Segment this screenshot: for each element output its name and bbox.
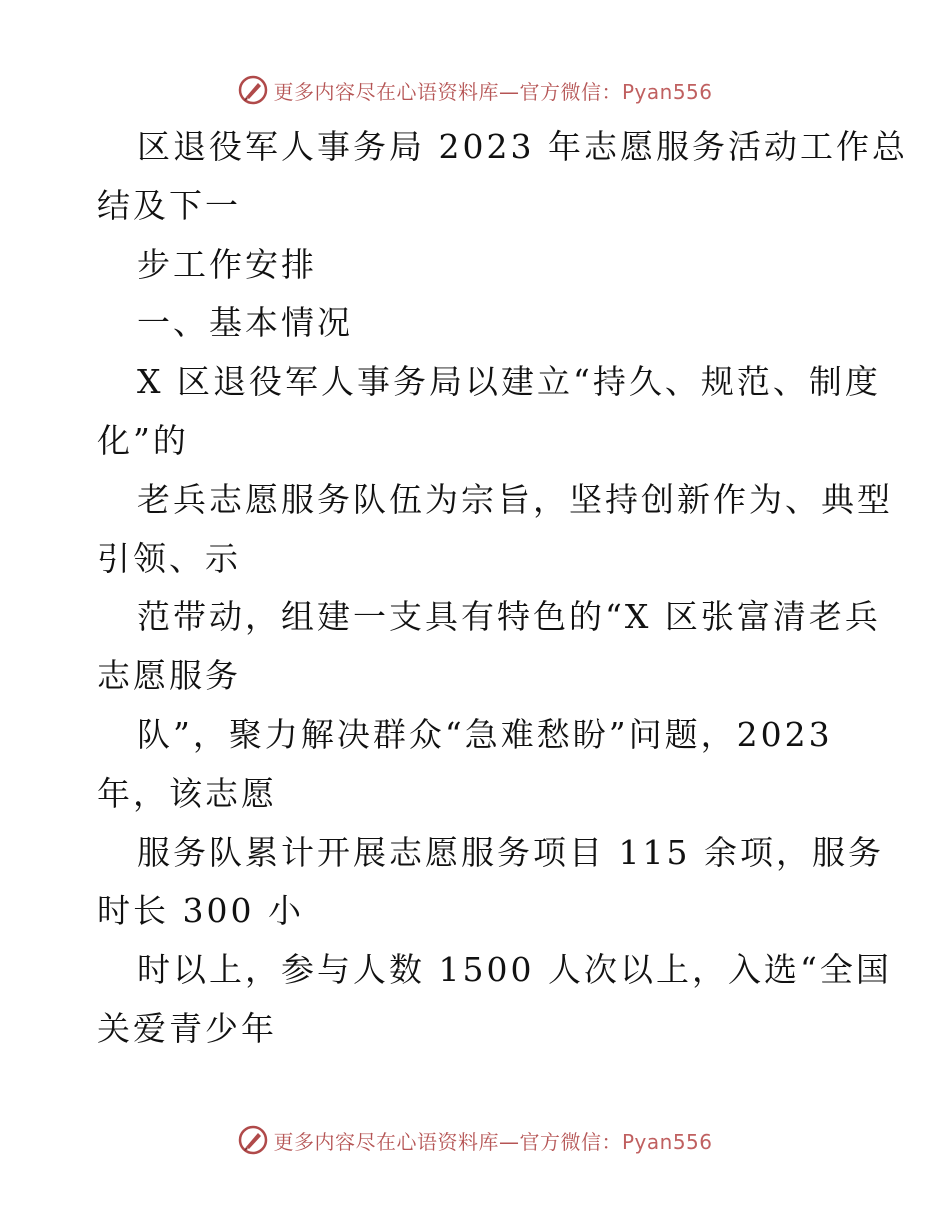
document-line: 年，该志愿 [97, 773, 277, 813]
watermark-text [273, 1126, 712, 1155]
document-line: 时以上，参与人数 1500 人次以上，入选“全国 [137, 950, 892, 990]
document-line: 结及下一 [97, 185, 241, 225]
document-line: 志愿服务 [97, 656, 241, 696]
document-line: 化”的 [97, 420, 189, 460]
document-line: 区退役军人事务局 2023 年志愿服务活动工作总 [137, 127, 908, 166]
pen-logo-icon [237, 74, 269, 106]
document-line: 关爱青少年 [97, 1008, 277, 1048]
watermark-label: 更多内容尽在心语资料库—官方微信： [273, 79, 622, 104]
document-line: 步工作安排 [137, 244, 317, 284]
document-line: 范带动，组建一支具有特色的“X 区张富清老兵 [137, 597, 881, 637]
document-line: X 区退役军人事务局以建立“持久、规范、制度 [137, 362, 881, 402]
footer-watermark [0, 1120, 950, 1160]
document-line: 队”，聚力解决群众“急难愁盼”问题，2023 [137, 714, 833, 754]
document-line: 服务队累计开展志愿服务项目 115 余项，服务 [137, 832, 884, 872]
watermark-label: 更多内容尽在心语资料库—官方微信： [273, 1129, 622, 1154]
document-body [97, 118, 908, 1059]
watermark-text [273, 76, 712, 105]
pen-logo-icon [237, 1124, 269, 1156]
document-line: 老兵志愿服务队伍为宗旨，坚持创新作为、典型 [137, 479, 893, 519]
header-watermark [0, 70, 950, 110]
watermark-handle: Pyan556 [621, 1129, 713, 1154]
section-heading: 一、基本情况 [137, 303, 353, 343]
watermark-handle: Pyan556 [621, 79, 713, 104]
document-line: 时长 300 小 [97, 891, 304, 931]
document-line: 引领、示 [97, 538, 241, 578]
